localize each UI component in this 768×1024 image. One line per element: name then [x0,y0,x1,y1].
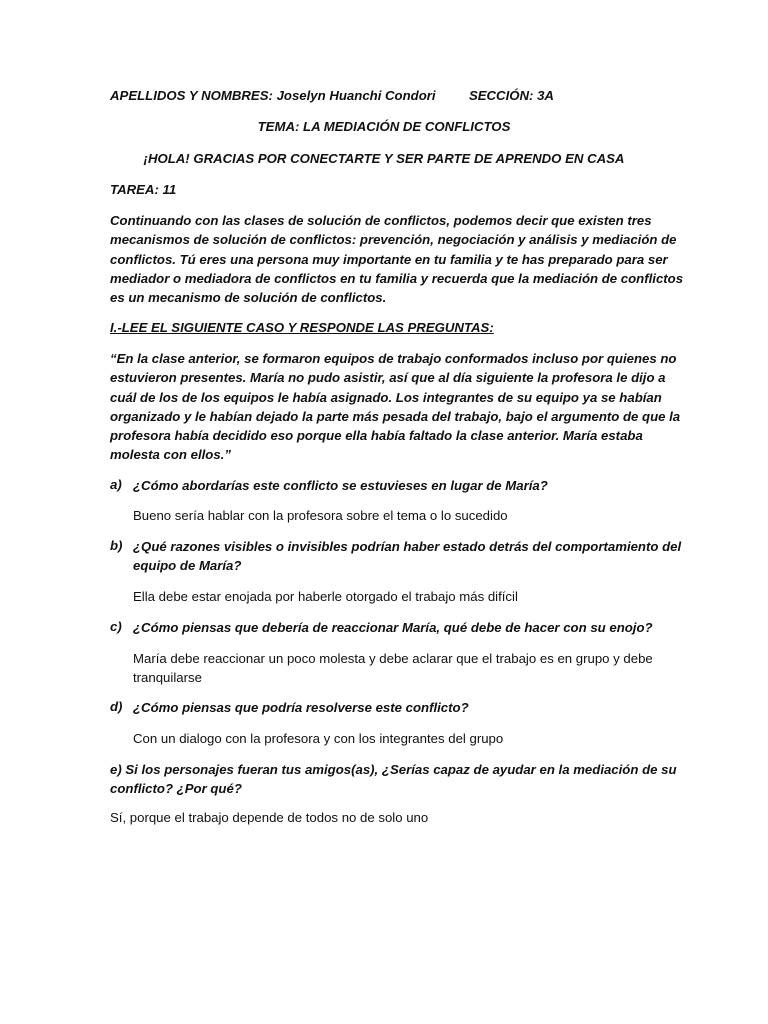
case-line: cuál de los de los equipos le había asignado. Los integrantes de su equipo ya se habían [110,389,662,405]
intro-line: conflictos. Tú eres una persona muy importante en tu familia y te has preparado para ser [110,251,668,267]
question-c-label: c) [110,619,122,634]
intro-line: es un mecanismo de solución de conflictos. [110,290,387,306]
instruction-heading: I.-LEE EL SIGUIENTE CASO Y RESPONDE LAS PREGUNTAS: [110,320,494,335]
answer-c [133,649,653,687]
question-a-label: a) [110,477,122,492]
answer-line: tranquilarse [133,670,202,685]
task-number: TAREA: 11 [110,182,177,197]
question-e-text [110,760,677,798]
intro-line: mecanismos de solución de conflictos: prevención, negociación y análisis y mediación de [110,232,677,248]
question-d-label: d) [110,699,123,714]
answer-line: María debe reaccionar un poco molesta y debe aclarar que el trabajo es en grupo y debe [133,651,653,666]
case-line: organizado y le habían dejado la parte más pesada del trabajo, bajo el argumento de que la [110,408,681,424]
answer-d [133,729,653,748]
answer-b [133,587,653,606]
question-line: e) Si los personajes fueran tus amigos(as), ¿Serías capaz de ayudar en la mediación de su [110,762,677,777]
question-line: conflicto? ¿Por qué? [110,781,242,796]
question-line: ¿Cómo piensas que podría resolverse este conflicto? [133,700,469,715]
question-line: ¿Cómo abordarías este conflicto se estuvieses en lugar de María? [133,478,548,493]
question-line: ¿Qué razones visibles o invisibles podrían haber estado detrás del comportamiento del [133,539,682,554]
question-a-text [133,476,653,495]
answer-a [133,506,653,525]
student-name-line [110,87,554,105]
case-line: profesora había decidido eso porque ella había faltado la clase anterior. María estaba [110,428,643,444]
question-c-text [133,618,653,637]
question-line: ¿Cómo piensas que debería de reaccionar María, qué debe de hacer con su enojo? [133,620,653,635]
question-b-text [133,537,682,575]
question-b-label: b) [110,538,123,553]
question-d-text [133,698,653,717]
answer-line: Con un dialogo con la profesora y con los integrantes del grupo [133,731,504,746]
names-label: APELLIDOS Y NOMBRES: Joselyn Huanchi Condori [110,88,436,103]
intro-line: mediador o mediadora de conflictos en tu familia y recuerda que la mediación de conflictos [110,270,684,286]
case-paragraph [110,349,681,465]
question-line: equipo de María? [133,558,242,573]
section-label: SECCIÓN: 3A [468,88,554,103]
case-line: “En la clase anterior, se formaron equipos de trabajo conformados incluso por quienes no [110,351,677,366]
topic-title: TEMA: LA MEDIACIÓN DE CONFLICTOS [257,119,511,134]
answer-line: Ella debe estar enojada por haberle otorgado el trabajo más difícil [133,589,518,604]
case-line: molesta con ellos.” [110,447,231,463]
answer-e: Sí, porque el trabajo depende de todos no de solo uno [110,810,429,825]
intro-paragraph [110,211,684,307]
greeting-heading: ¡HOLA! GRACIAS POR CONECTARTE Y SER PARTE DE APRENDO EN CASA [143,151,625,166]
answer-line: Bueno sería hablar con la profesora sobre el tema o lo sucedido [133,508,508,523]
case-line: estuvieron presentes. María no pudo asistir, así que al día siguiente la profesora le dijo a [110,370,666,386]
intro-line: Continuando con las clases de solución de conflictos, podemos decir que existen tres [110,213,652,228]
